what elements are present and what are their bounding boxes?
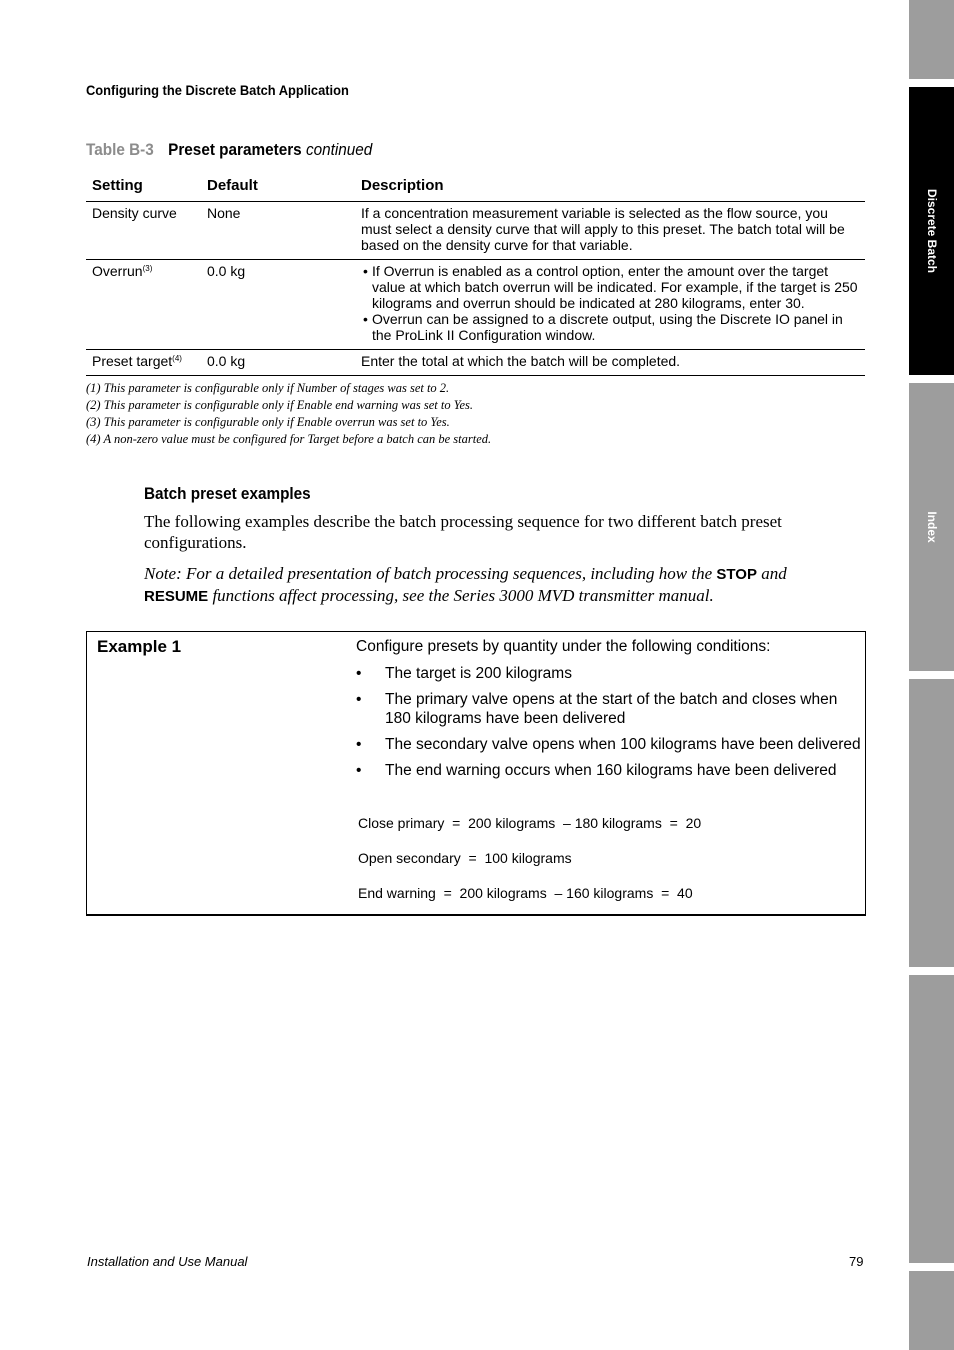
description-cell (355, 260, 865, 350)
description-bullets (361, 263, 859, 343)
table-header-row (86, 170, 865, 202)
setting-cell: Density curve (86, 202, 201, 260)
column-header-default: Default (201, 170, 355, 202)
example-box (86, 631, 866, 916)
side-tab-1[interactable] (909, 0, 954, 79)
example-intro: Configure presets by quantity under the following conditions: (356, 638, 771, 655)
bullet-item: • If Overrun is enabled as a control option, enter the amount over the target value at which batch overrun will be indicated. For example, if the target is 250 kilograms and overrun should be indicated at 280 kilograms, enter 30. (361, 263, 859, 311)
footnote-ref: (3) (142, 264, 153, 273)
default-cell: None (201, 202, 355, 260)
table-row (86, 260, 865, 350)
resume-keyword: RESUME (144, 588, 209, 605)
stop-keyword: STOP (716, 566, 757, 583)
side-tab-6[interactable] (909, 1271, 954, 1350)
setting-cell: Overrun$^{(3)}$ (86, 260, 201, 350)
example-conditions (356, 664, 861, 780)
description-cell: Enter the total at which the batch will be completed. (355, 350, 865, 376)
list-item: • The end warning occurs when 160 kilograms have been delivered (356, 761, 861, 780)
list-item: • The target is 200 kilograms (356, 664, 861, 683)
table-title: Preset parameters (168, 140, 302, 159)
table-number: Table B-3 (86, 140, 154, 159)
running-head: Configuring the Discrete Batch Application (86, 82, 349, 98)
page-number: 79 (849, 1254, 864, 1269)
footnote: (3) This parameter is configurable only if Enable overrun was set to Yes. (86, 415, 450, 429)
column-header-setting: Setting (86, 170, 201, 202)
section-heading: Batch preset examples (144, 484, 311, 503)
bullet-item: • Overrun can be assigned to a discrete output, using the Discrete IO panel in the ProLink II Configuration window. (361, 311, 859, 343)
side-tab-5[interactable] (909, 975, 954, 1263)
side-tab-index[interactable] (909, 383, 954, 671)
footnote: (1) This parameter is configurable only if Number of stages was set to 2. (86, 381, 450, 395)
example-content (356, 637, 861, 787)
table-row (86, 350, 865, 376)
side-tab-label: Index (924, 511, 939, 543)
table-caption (86, 140, 372, 160)
column-header-description: Description (355, 170, 865, 202)
example-title: Example 1 (97, 637, 182, 656)
preset-parameters-table (86, 170, 865, 376)
table-continued: continued (305, 140, 373, 159)
setting-cell: Preset target$^{(4)}$ (86, 350, 201, 376)
list-item: • The secondary valve opens when 100 kilograms have been delivered (356, 735, 861, 754)
description-cell: If a concentration measurement variable is selected as the flow source, you must select a density curve that will apply to this preset. The batch total will be based on the density curve for that variable. (355, 202, 865, 260)
body-paragraph: The following examples describe the batch processing sequence for two different batch preset configurations. (144, 512, 782, 552)
equation-end-warning: End warning = 200 kilograms – 160 kilograms = 40 (358, 885, 693, 901)
list-item: • The primary valve opens at the start of the batch and closes when 180 kilograms have been delivered (356, 690, 861, 728)
footer-manual-title: Installation and Use Manual (87, 1254, 248, 1269)
side-tab-4[interactable] (909, 679, 954, 967)
side-tab-label: Discrete Batch (924, 188, 939, 274)
note-paragraph: Note: For a detailed presentation of batch processing sequences, including how the STOP and RESUME functions affect processing, see the Series 3000 MVD transmitter manual. (144, 564, 787, 605)
footnote: (4) A non-zero value must be configured for Target before a batch can be started. (86, 432, 492, 446)
side-tab-discrete-batch[interactable] (909, 87, 954, 375)
default-cell: 0.0 kg (201, 260, 355, 350)
equation-close-primary: Close primary = 200 kilograms – 180 kilograms = 20 (358, 815, 702, 831)
footnote: (2) This parameter is configurable only if Enable end warning was set to Yes. (86, 398, 474, 412)
default-cell: 0.0 kg (201, 350, 355, 376)
footnote-ref: (4) (172, 354, 182, 363)
equation-open-secondary: Open secondary = 100 kilograms (358, 850, 572, 866)
table-row (86, 202, 865, 260)
table-footnotes (86, 380, 491, 448)
